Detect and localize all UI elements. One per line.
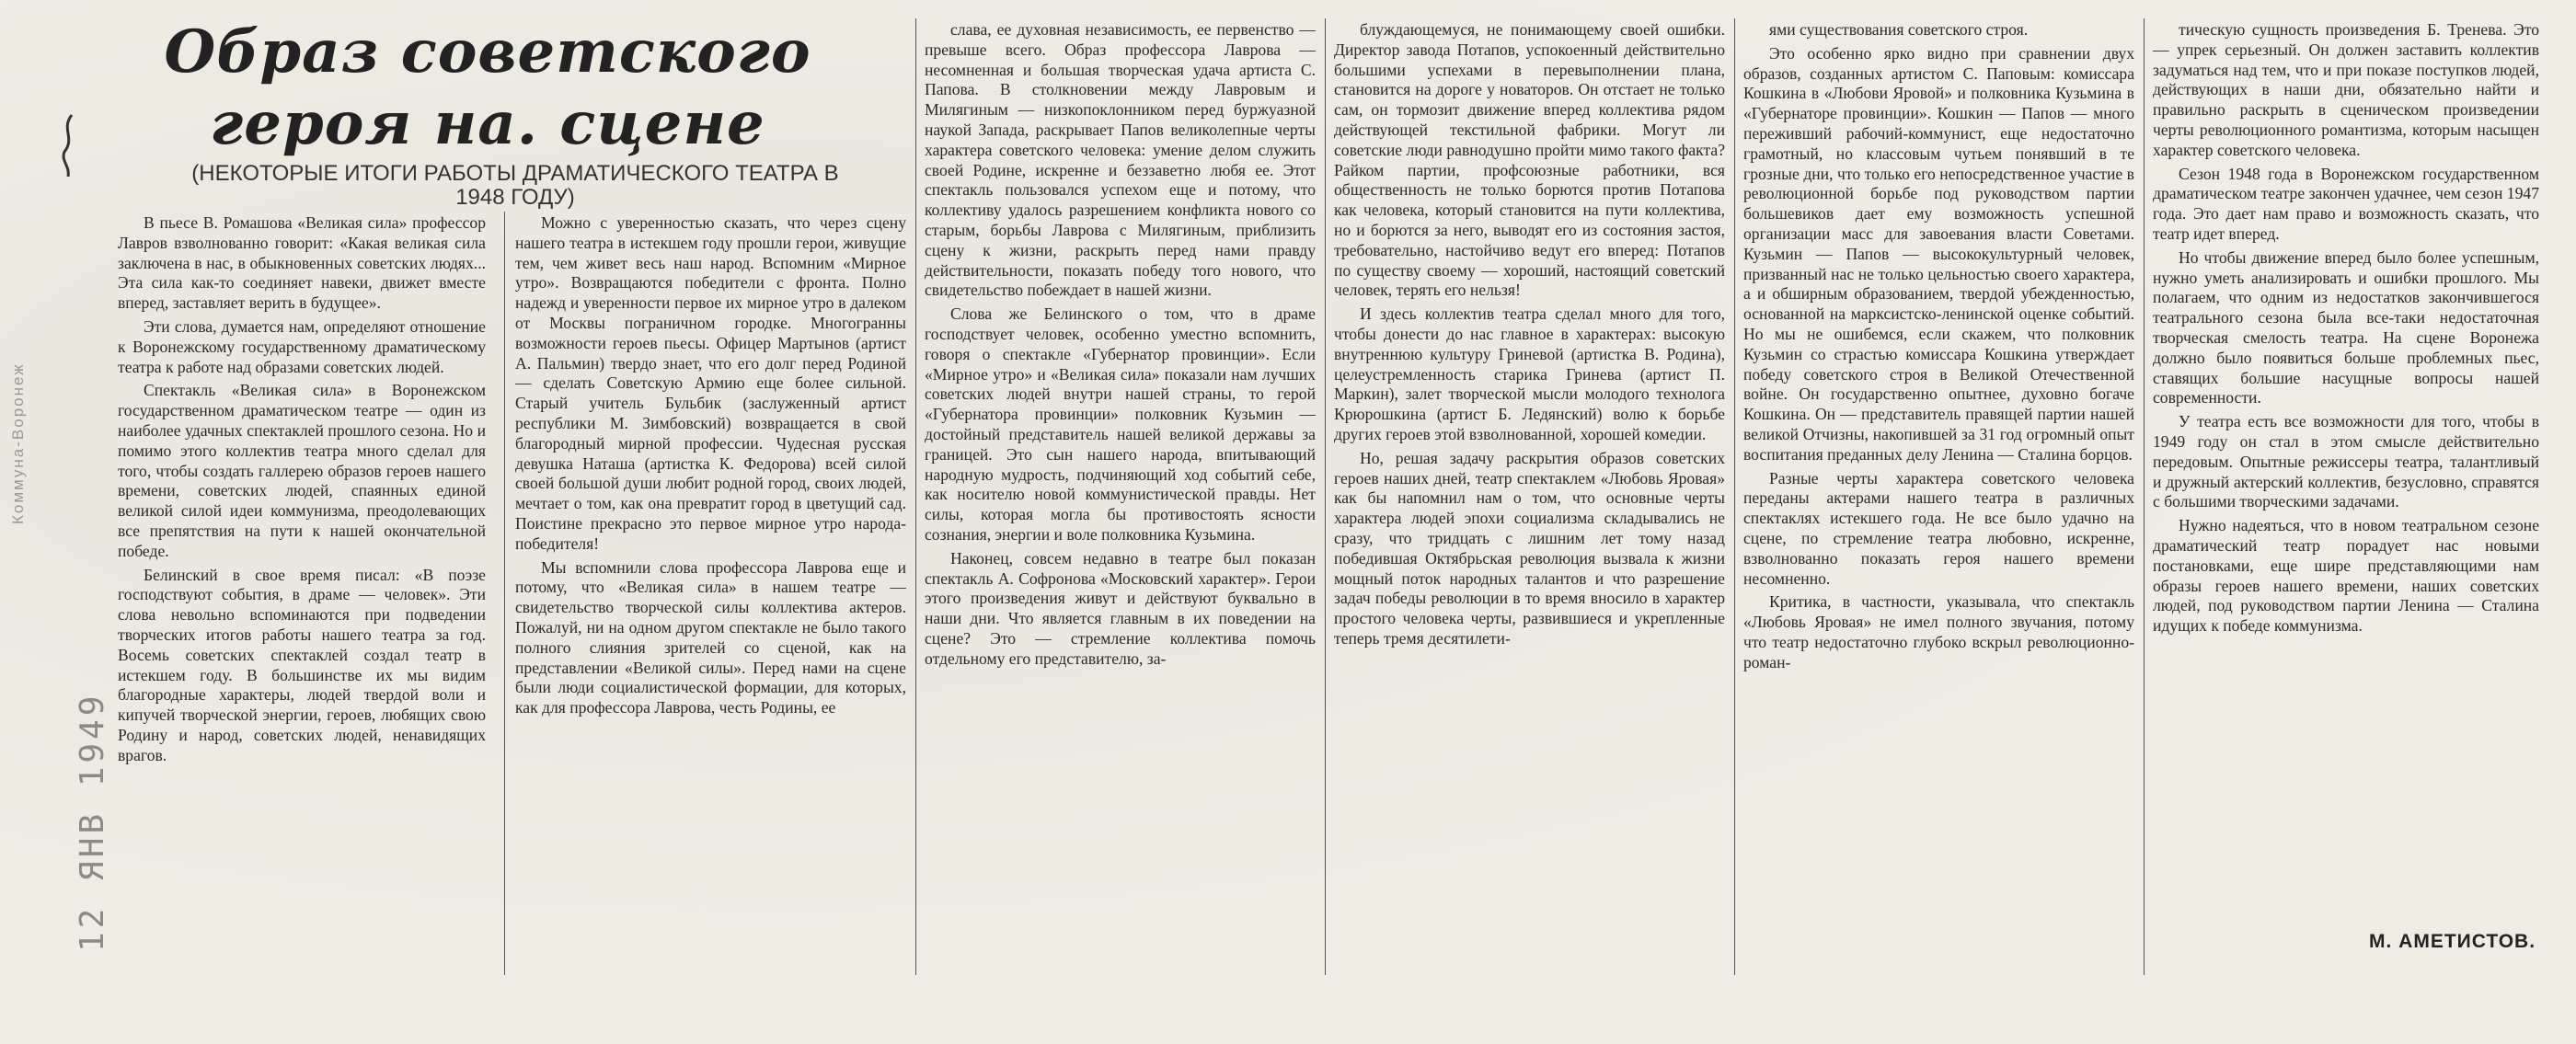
paragraph: Разные черты характера советского человека переданы актерами нашего театра в различных спектаклях истекшего года. Не все было удачно на сцене, по стремление театра любовно, искренне, взволнованно показать героя нашего времени несомненно. [1743,468,2134,588]
paragraph: Сезон 1948 года в Воронежском государственном драматическом театре закончен удачнее, чем сезон 1947 года. Это дает нам право и возможность сказать, что театр идет вперед. [2153,164,2539,243]
paragraph: Белинский в свое время писал: «В поэзе господствуют события, в драме — человек». Эти слова невольно вспоминаются при подведении творческих итогов работы нашего театра за год. Восемь советских спектаклей создал театр в истекшем году. В большинстве их мы видим благородные характеры, людей твердой воли и кипучей творческой энергии, героев, любящих свою Родину и народ, советских людей, ненавидящих врагов. [118,565,486,764]
paragraph: слава, ее духовная независимость, ее первенство — превыше всего. Образ профессора Лаврова — несомненная и большая творческая удача артиста С. Папова. В столкновении между Лавровым и Милягиным — низкопоклонником перед буржуазной наукой Запада, раскрывает Папов великолепные черты характера советского человека: умение делом служить своей Родине, искренне и беззаветно любя ее. Этот спектакль пользовался успехом еще и потому, что коллективу удалось разрешением конфликта нового со старым, борьбы Лаврова с Милягиным, приблизить сцену к жизни, раскрыть перед нами правду действительности, показать победу того нового, что свидетельство побеждает в нашей жизни. [925,20,1316,300]
paragraph: тическую сущность произведения Б. Тренева. Это — упрек серьезный. Он должен заставить коллектив задуматься над тем, что и при показе поступков людей, действующих в наши дни, обязательно найти и правильно раскрыть в сценическом произведении черты революционного романтизма, которым насыщен характер советского человека. [2153,20,2539,159]
article-column-5 [1743,20,2134,968]
author-signature: М. АМЕТИСТОВ. [2369,931,2536,952]
paragraph: Критика, в частности, указывала, что спектакль «Любовь Яровая» не имел полного звучания, потому что театр недостаточно глубоко вскрыл революционно-роман- [1743,592,2134,671]
article-column-4 [1334,20,1725,968]
paragraph: Спектакль «Великая сила» в Воронежском государственном драматическом театре — один из наиболее удачных спектаклей прошлого сезона. Но и помимо этого коллектив театра много сделал для того, чтобы создать галлерею образов героев нашего времени, советских людей, спаянных единой великой силой идеи коммунизма, преодолевающих все препятствия на пути к нашей окончательной победе. [118,381,486,560]
column-divider [915,18,916,975]
column-divider [2144,18,2145,975]
paragraph: Эти слова, думается нам, определяют отношение к Воронежскому государственному драматическому театра к работе над образами советских людей. [118,316,486,376]
article-column-1 [118,213,486,968]
paragraph: Наконец, совсем недавно в театре был показан спектакль А. Софронова «Московский характер». Герои этого произведения живут и действуют буквально в наши дни. Что является главным в их поведении на сцене? Это — стремление коллектива помочь отдельному его представителю, за- [925,548,1316,668]
article-column-3 [925,20,1316,968]
article-column-6 [2153,20,2539,926]
paragraph: Можно с уверенностью сказать, что через сцену нашего театра в истекшем году прошли герои, живущие тем, чем живет весь наш народ. Вспомним «Мирное утро». Возвращаются победители с фронта. Полно надежд и уверенности первое их мирное утро в далеком от Москвы пограничном городке. Многогранны возможности героев пьесы. Офицер Мартынов (артист А. Пальмин) твердо знает, что его долг перед Родиной — сделать Советскую Армию еще более сильной. Старый учитель Бульбик (заслуженный артист республики М. Зимбовский) возвращается в свой благородный мирной профессии. Чудесная русская девушка Наташа (артистка К. Федорова) всей силой своей большой души любит родной город, своих людей, мечтает о том, как она превратит город в цветущий сад. Поистине прекрасно это первое мирное утро народа-победителя! [515,213,906,553]
paragraph: Но чтобы движение вперед было более успешным, нужно уметь анализировать и ошибки прошлого. Мы полагаем, что одним из недостатков закончившегося театрального сезона была все-таки недостаточная творческая смелость театра. На сцене Воронежа должно было появиться больше проблемных пьес, ставящих большие насущные вопросы нашей современности. [2153,247,2539,407]
paragraph: блуждающемуся, не понимающему своей ошибки. Директор завода Потапов, успокоенный действительно большими успехами в перевыполнении плана, становится на дороге у новаторов. Он отстает не только сам, он тормозит движение вперед коллектива рядом действующей текстильной фабрики. Могут ли советские люди равнодушно пройти мимо такого факта? Райком партии, профсоюзные работники, вся общественность не только борются против Потапова как человека, который становится на пути коллектива, но и борются за него, выводят его из состояния застоя, требовательно, настойчиво ведут его вперед: Потапов по существу своему — хороший, настоящий советский человек, терять его нельзя! [1334,20,1725,300]
paragraph: У театра есть все возможности для того, чтобы в 1949 году он стал в этом смысле действительно передовым. Опытные режиссеры театра, талантливый и дружный актерский коллектив, безусловно, справятся с большими творческими задачами. [2153,412,2539,511]
paragraph: И здесь коллектив театра сделал много для того, чтобы донести до нас главное в характерах: высокую внутреннюю культуру Гриневой (артистка В. Родина), целеустремленность старика Гринева (артист П. Маркин), залет творческой мысли молодого технолога Крюрошкина (артист Б. Ледянский) волю к борьбе других героев этой взволнованной, хорошей комедии. [1334,304,1725,443]
paragraph: Это особенно ярко видно при сравнении двух образов, созданных артистом С. Паповым: комиссара Кошкина в «Любови Яровой» и полковника Кузьмина в «Губернаторе провинции». Кошкин — Папов — много переживший рабочий-коммунист, еще недостаточно грамотный, но классовым чутьем понявший в те грозные дни, что только его непосредственное участие в революционной борьбе под руководством партии большевиков дает ему возможность успешной организации масс для завоевания власти Советами. Кузьмин — Папов — высококультурный человек, призванный нас не только цельностью своего характера, а и обширным образованием, твердой убежденностью, основанной на марксистско-ленинской оценке событий. Но мы не ошибемся, если скажем, что полковник Кузьмин со страстью комиссара Кошкина утверждает победу советского строя в Великой Отечественной войне. Он государственно опытнее, духовно богаче Кошкина. Он — представитель правящей партии нашей великой Отчизны, накопившей за 31 год огромный опыт воспитания преданных делу Ленина — Сталина борцов. [1743,43,2134,464]
paragraph: В пьесе В. Ромашова «Великая сила» профессор Лавров взволнованно говорит: «Какая великая сила заключена в нас, в обыкновенных советских людях... Эта сила как-то соединяет навеки, движет вместе вперед, заставляет верить в будущее». [118,213,486,313]
margin-stamp: Коммуна-Воронеж [9,362,27,524]
article-column-2 [515,213,906,968]
column-divider [1734,18,1735,975]
paragraph: Нужно надеяться, что в новом театральном сезоне драматический театр порадует нас новыми постановками, еще шире представляющими нам образы героев нашего времени, наших советских людей, под руководством партии Ленина — Сталина идущих к победе коммунизма. [2153,516,2539,636]
paragraph: Но, решая задачу раскрытия образов советских героев наших дней, театр спектаклем «Любовь Яровая» как бы напомнил нам о том, что основные черты характера людей эпохи социализма складывались не сразу, что тридцать с лишним лет тому назад победившая Октябрьская революция вызвала к жизни мощный поток народных талантов и что разрешение задач победы революции в то время вносило в характер простого человека черты, развившиеся и укрепленные теперь тремя десятилети- [1334,448,1725,648]
date-stamp: 12 ЯНВ 1949 [74,692,111,952]
paragraph: ями существования советского строя. [1769,20,2029,39]
pen-mark-icon [55,110,83,184]
headline: Образ советского героя на. сцене [164,17,811,158]
paragraph: Слова же Белинского о том, что в драме господствует человек, особенно уместно вспомнить, говоря о спектакле «Губернатор провинции». Если «Мирное утро» и «Великая сила» показали нам лучших советских людей внутри нашей страны, то герой «Губернатора провинции» полковник Кузьмин — достойный представитель нашей великой державы за границей. Это сын нашего народа, впитывающий народную мудрость, подчиняющий ход событий себе, как носителю новой коммунистической правды. Нет силы, которая могла бы противостоять ясности сознания, энергии и воле полковника Кузьмина. [925,304,1316,544]
paragraph: Мы вспомнили слова профессора Лаврова еще и потому, что «Великая сила» в нашем театре — свидетельство творческой силы коллектива актеров. Пожалуй, ни на одном другом спектакле не было такого полного слияния зрителей со сценой, как на представлении «Великой силы». Перед нами на сцене были люди социалистической формации, для которых, как для профессора Лаврова, честь Родины, ее [515,557,906,717]
column-divider [504,212,505,975]
subheadline: (НЕКОТОРЫЕ ИТОГИ РАБОТЫ ДРАМАТИЧЕСКОГО ТЕАТРА В 1948 ГОДУ) [191,161,839,210]
column-divider [1325,18,1326,975]
